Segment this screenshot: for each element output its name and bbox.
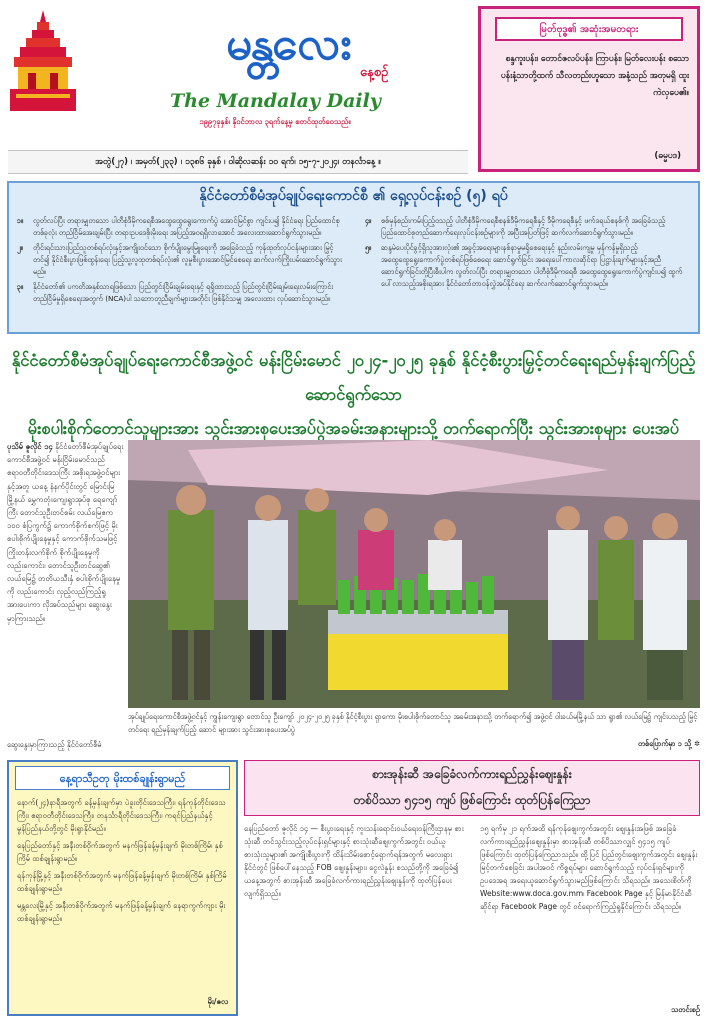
objective-text: လွတ်လပ်ပြီး တရားမျှတသော ပါတီစုံဒီမိုကရေစီအထွေထွေရွေးကောက်ပွဲ အောင်မြင်စွာ ကျင်းပ၍ နိုင်ငံရေး ပြည်ထောင်စုတစ်ခုလုံး တည်ငြိမ်အေးချမ်းပြီး တရားဥပဒေစိုးမိုးရေး အပြည့်အဝရရှိလာအောင် အလေးထားဆောင်ရွက်သွားမည်။ [33,216,340,237]
palm-oil-source: သတင်းစဉ် [671,1005,700,1014]
masthead-tagline: ၁၉၉၇ခုနှစ်၊ နိုဝင်ဘာလ ၃ရက်နေ့မှ စတင်ထုတ်ဝေသည်။ [199,117,351,126]
objective-text: တိုင်းရင်းသားပြည်သူတစ်ရပ်လုံးနှင့်အကျိုးဝင်သော စိုက်ပျိုးမွေးမြူရေးကို အခြေခံသည့် ကုန်ထုတ်လုပ်ငန်းများအား မြှင့်တင်၍ နိုင်ငံစီးပွားဖြစ်ထွန်းရေး ပြည့်သူ့လူထုတစ်ရပ်လုံး၏ လူမှုစီးပွားအောင်မြင်စေရေး ဆက်လက်ကြိုးပမ်းဆောင်ရွက်သွားမည်။ [33,243,342,276]
weather-paragraph: နေပြည်တော်နှင့် အနီးတစ်ဝိုက်အတွက် မနက်ဖြန်ခန့်မှန်းချက် မိုးတစ်ကြိမ်၊ နှစ်ကြိမ် ထစ်ချုန်းရွာမည်။ [17,841,223,863]
objective-item [17,242,342,278]
palm-oil-headline-line-1: စားအုန်းဆီ အခြေခံလက်ကားရည်ညွှန်းဈေးနှုန်း [372,767,572,781]
palm-oil-column-right [480,822,700,913]
weather-paragraph: မန္တလေးမြို့နှင့် အနီးတစ်ဝိုက်အတွက် မနက်ဖြန်ခန့်မှန်းချက် နေရာကွက်ကျား မိုးထစ်ချုန်းရွာမည်။ [17,901,226,923]
objectives-left-column [17,215,342,308]
pagoda-logo-icon [8,8,78,113]
news-photo [128,440,700,708]
weather-paragraph: နောက်(၂၄)နာရီအတွက် ခန့်မှန်းချက်မှာ ပဲခူးတိုင်းဒေသကြီး၊ ရန်ကုန်တိုင်းဒေသကြီး၊ ဧရာဝတီတိုင်းဒေသကြီး၊ တနင်္သာရီတိုင်းဒေသကြီး၊ ကရင်ပြည်နယ်နှင့် မွန်ပြည်နယ်တို့တွင် မိုးရွာနိုင်မည်။ [17,798,226,833]
palm-oil-price-story [244,760,700,1016]
palm-oil-headline [244,760,700,816]
masthead-subtitle: နေ့စဉ် [360,65,389,80]
weather-box [7,760,238,1016]
palm-oil-column-left [244,822,464,900]
objective-number: ၅။ [365,243,372,252]
objective-number: ၃။ [17,282,24,291]
story-continuation: ဆွေးနွေးမှာကြားသည့် နိုင်ငံတော်စီမံ [7,740,102,749]
rice-seedling-ceremony-photo-icon [128,440,700,708]
photo-caption [128,710,700,750]
notice-text: စန္ဒကူးပန်း၊ တောင်ဇလပ်ပန်း၊ ကြာပန်း၊ မြတ်လေးပန်း စသော ပန်းနံ့သာတို့ထက် သီလတည်းဟူသော အနံ့သည် အတုမရှိ ထူးကဲလှပေ၏။ [500,54,689,98]
palm-oil-text-right: ၁၅ ရက်မှ ၂၁ ရက်အထိ ရန်ကုန်ဈေးကွက်အတွင်း ဈေးနှုန်းအဖြစ် အခြေခံလက်ကားရည်ညွှန်းဈေးနှုန်းမှာ စားအုန်းဆီ တစ်ပိဿာလျှင် ၅၄၁၅ ကျပ် ဖြစ်ကြောင်း ထုတ်ပြန်ကြေညာသည်။ ထို့ပြင် ပြည်တွင်းဈေးကွက်အတွင်း ဈေးနှုန်းမြင့်တက်စေခြင်း အပါအဝင် ကိစ္စရပ်များ ဆောင်ရွက်သည့် လုပ်ငန်းရှင်များကို ဥပဒေအရ အရေးယူဆောင်ရွက်သွားမည်ဖြစ်ကြောင်း သိရသည်။ အသေးစိတ်ကို Website:www.doca.gov.mm၊ Facebook Page နှင့် မြန်မာနိုင်ငံဆီဆိုင်ရာ Facebook Page တွင် ဝင်ရောက်ကြည့်ရှုနိုင်ကြောင်း သိရသည်။ [480,824,698,911]
caption-text: အုပ်ချုပ်ရေးကောင်စီအဖွဲ့ဝင်နှင့် ကျွန်းကျေးရွာ တောင်သူ ဦးကျော် ၂၀၂၄-၂၀၂၅ ခုနှစ် နိုင်ငံ့စီးပွား ရှာကော မိုးစပါးစိုက်တောင်သူ အခမ်းအနားသို့ တက်ရောက်၍ အဖွဲ့ဝင် ဝါးခယ်မမြို့နယ် သာ ရွာ၏ လယ်မြေ၌ ကျင်းပသည့် မြှင့်တင်ရေး ရည်မှန်းချက်ပြည့် ဆောင် များအား သွင်းအားစုပေးအပ်ပွဲ [128,712,698,734]
issue-dateline: အတွဲ(၂၇) ၊ အမှတ်(၂၃၃) ၊ ၁၃၈၆ ခုနှစ် ၊ ဝါဆိုလဆန်း ၁၀ ရက်၊ ၁၅-၇-၂၀၂၄၊ တနင်္လာနေ့ ။ [8,150,468,174]
story-dateline: ပုသိမ် ဇူလိုင် ၁၄ [7,442,53,451]
buddha-teaching-box [478,6,700,172]
objective-item [17,281,342,305]
masthead-title: မန္တလေး [226,16,350,70]
weather-body [17,796,229,929]
headline-line-2: မိုးစပါးစိုက်တောင်သူများအား သွင်းအားစုပေးအပ်ပွဲအခမ်းအနားများသို့ တက်ရောက်ပြီး သွင်းအားစုများ ပေးအပ် [27,419,680,438]
main-headline [7,344,700,438]
weather-title: နေ့ရာသီဥတု မိုးထစ်ချုန်းရွာမည် [15,766,230,790]
masthead [0,0,470,152]
objective-text: နိုင်ငံတော်၏ ပကတိအနှစ်သာရဖြစ်သော ပြည်တွင်းငြိမ်းချမ်းရေးနှင့် ရရှိထားသည့် ပြည်တွင်းငြိမ်းချမ်းရေးလမ်းကြောင်း တည်ငြိမ်မှုရှိစေရေးအတွက် (NCA)ပါ သဘောတူညီချက်များအတိုင်း ဖြစ်နိုင်သမျှ အလေးထား လုပ်ဆောင်သွားမည်။ [33,282,334,303]
objective-number: ၂။ [17,243,23,252]
objective-item [365,242,690,290]
objectives-right-column [365,215,690,293]
weather-source: မိုး/ဇလ [207,997,228,1006]
headline-line-1: နိုင်ငံတော်စီမံအုပ်ချုပ်ရေးကောင်စီအဖွဲ့ဝင် မန်းငြိမ်းမောင် ၂၀၂၄-၂၀၂၅ ခုနှစ် နိုင်ငံ့စီးပွားမြှင့်တင်ရေးရည်မှန်းချက်ပြည့် ဆောင်ရွက်သော [11,351,696,404]
objective-number: ၄။ [365,216,372,225]
caption-continued: တစ်ပြောက်မှာ ၁ သို့ ✲ [638,739,700,748]
state-objectives-box [7,181,700,334]
palm-oil-headline-line-2: တစ်ပိဿာ ၅၄၁၅ ကျပ် ဖြစ်ကြောင်း ထုတ်ပြန်ကြေညာ [353,793,591,807]
objective-number: ၁။ [17,216,24,225]
objective-text: စစ်မှန်စည်းကမ်းပြည့်ဝသည့် ပါတီစုံဒီမိုကရေစီစနစ်ဒီမိုကရေစီနှင့် ဒီမိုကရေစီနှင့် ဖက်ဒရယ်စနစ်ကို အခြေခံသည့် ပြည်ထောင်စုတည်ဆောက်ရေးလုပ်ငန်းစဉ်များကို အပြီးအပြတ်ဖြင့် ဆက်လက်ဆောင်ရွက်သွားမည်။ [381,216,666,237]
objectives-title: နိုင်ငံတော်စီမံအုပ်ချုပ်ရေးကောင်စီ ၏ ရှေ့လုပ်ငန်းစဉ် (၅) ရပ် [199,188,508,204]
objective-item [17,215,342,239]
notice-source: (ဓမ္မပဒ) [654,151,681,161]
story-body: နိုင်ငံတော်စီမံအုပ်ချုပ်ရေးကောင်စီအဖွဲ့ဝင် မန်းငြိမ်းမောင်သည် ဧရာဝတီတိုင်းဒေသကြီး အစိုးရအဖွဲ့ဝင်များနှင့်အတူ ယနေ့ နံနက်ပိုင်းတွင် မြောင်းမြမြို့နယ် မွှေကတုံးကျေးရွာအုပ်စု ရေကျော်ကြီး တောင်သူဦးတင်စမ်း လယ်မြေဧက ၁၀၀ စံပြကွက်၌ ကောက်စိုက်စက်ဖြင့် မိုးစပါးစိုက်ပျိုးနေမှုနှင့် ကောက်စိုက်သမဖြင့် ကြိုးတန်းလက်စိုက် စိုက်ပျိုးနေမှုကိုလည်းကောင်း၊ တောင်သူဦးတင်ဆွေ၏ လယ်မြေ၌ တတိယသီးနှံ စပါးစိုက်ပျိုးနေမှုကို လည်းကောင်း လှည့်လည်ကြည့်ရှုအားပေးကာ လိုအပ်သည်များ ဆွေးနွေးမှာကြားသည်။ [7,442,124,623]
objective-text: ဆန္ဒမဲပေးပိုင်ခွင့်ရှိသူအားလုံး၏ အခွင့်အရေးများနစ်နာမှုမရှိစေရေးနှင့် နည်းလမ်းကျမှု မှန်ကန်မှုရှိသည့် အထွေထွေရွေးကောက်ပွဲတစ်ရပ်ဖြစ်စေရေး ဆောင်ရွက်ခြင်း အရေးပေါ်ကာလဆိုင်ရာ ပြဋ္ဌာန်းချက်များနှင့်အညီ ဆောင်ရွက်ခြင်းတို့ပြီးစီးပါက လွတ်လပ်ပြီး တရားမျှတသော ပါတီစုံဒီမိုကရေစီ အထွေထွေရွေးကောက်ပွဲကျင်းပ၍ ထွက်ပေါ်လာသည့်အစိုးရအား နိုင်ငံတော်တာဝန်လွှဲအပ်နိုင်ရေး ဆက်လက်ဆောင်ရွက်သွားမည်။ [381,243,683,288]
weather-paragraph: ရန်ကုန်မြို့နှင့် အနီးတစ်ဝိုက်အတွက် မနက်ဖြန်ခန့်မှန်းချက် မိုးတစ်ကြိမ်၊ နှစ်ကြိမ် ထစ်ချုန်းရွာမည်။ [17,871,227,893]
palm-oil-text-left: နေပြည်တော် ဇူလိုင် ၁၄ — စီးပွားရေးနှင့် ကူးသန်းရောင်းဝယ်ရေးဝန်ကြီးဌာနမှ စားသုံးဆီ တင်သွင်းသည့်လုပ်ငန်းရှင်များနှင့် စားသုံးဆီဈေးကွက်အတွင်း ဝယ်ယူစားသုံးသူများ၏ အကျိုးစီးပွားကို ထိန်းသိမ်းစောင့်ရှောက်ရန်အတွက် မလေးရှားနိုင်ငံတွင် ဖြစ်ပေါ်နေသည့် FOB ဈေးနှုန်းများ၊ ငွေလဲနှုန်း စသည်တို့ကို အခြေခံ၍ ယနေ့အတွက် စားအုန်းဆီ အခြေခံလက်ကားရည်ညွှန်းဈေးနှုန်းကို ထုတ်ပြန်ပေးလျက်ရှိသည်။ [244,824,464,898]
notice-title: မြတ်ဗုဒ္ဓ၏ အဆုံးအမတရား [495,17,683,41]
main-story-text [7,440,127,764]
masthead-title-english: The Mandalay Daily [170,90,381,112]
objective-item [365,215,690,239]
